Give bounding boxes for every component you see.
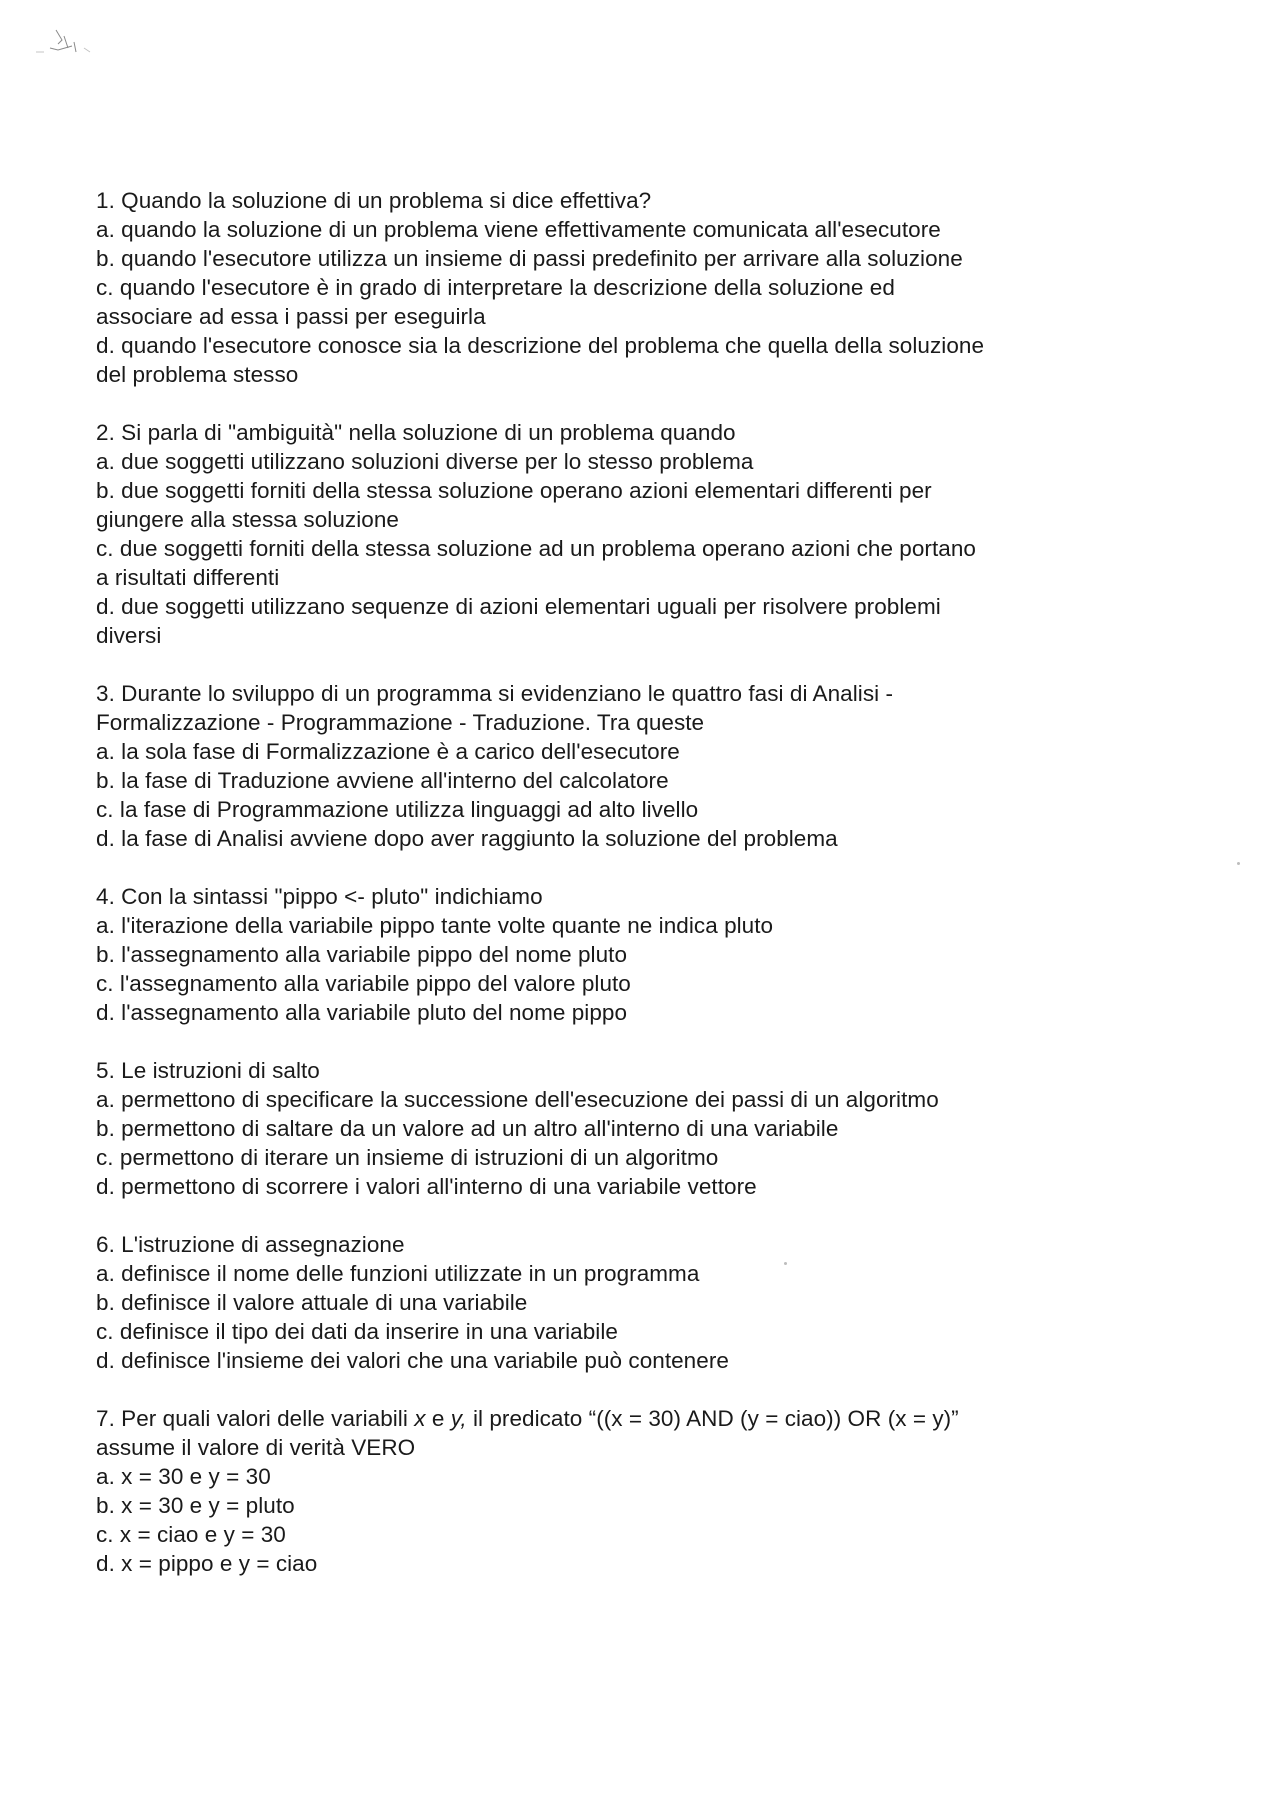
question-6-option-b: b. definisce il valore attuale di una variabile [96, 1290, 528, 1315]
question-2-option-d-line-1: d. due soggetti utilizzano sequenze di azioni elementari uguali per risolvere problemi [96, 594, 941, 619]
question-2-option-c-line-2: a risultati differenti [96, 565, 280, 590]
question-3-stem-line-2: Formalizzazione - Programmazione - Traduzione. Tra queste [96, 710, 705, 735]
question-2-option-a: a. due soggetti utilizzano soluzioni diverse per lo stesso problema [96, 449, 754, 474]
question-1-option-a: a. quando la soluzione di un problema viene effettivamente comunicata all'esecutore [96, 217, 941, 242]
question-2-stem: 2. Si parla di "ambiguità" nella soluzione di un problema quando [96, 420, 736, 445]
question-1-option-d-line-1: d. quando l'esecutore conosce sia la descrizione del problema che quella della soluzione [96, 333, 985, 358]
question-3-option-d: d. la fase di Analisi avviene dopo aver raggiunto la soluzione del problema [96, 826, 838, 851]
scan-speck [1237, 862, 1240, 865]
question-6-stem: 6. L'istruzione di assegnazione [96, 1232, 405, 1257]
question-6-option-c: c. definisce il tipo dei dati da inserire in una variabile [96, 1319, 618, 1344]
question-7-option-b: b. x = 30 e y = pluto [96, 1493, 295, 1518]
question-5-option-d: d. permettono di scorrere i valori all'interno di una variabile vettore [96, 1174, 757, 1199]
question-4 [96, 882, 1216, 1027]
question-1-stem: 1. Quando la soluzione di un problema si dice effettiva? [96, 188, 652, 213]
question-3-option-c: c. la fase di Programmazione utilizza linguaggi ad alto livello [96, 797, 699, 822]
question-5 [96, 1056, 1216, 1201]
question-1 [96, 186, 1216, 389]
question-2-option-d-line-2: diversi [96, 623, 162, 648]
question-2-option-c-line-1: c. due soggetti forniti della stessa soluzione ad un problema operano azioni che portano [96, 536, 976, 561]
question-4-option-d: d. l'assegnamento alla variabile pluto del nome pippo [96, 1000, 628, 1025]
question-7-stem-line-2: assume il valore di verità VERO [96, 1435, 416, 1460]
question-3 [96, 679, 1216, 853]
variable-x: x [414, 1406, 426, 1431]
question-6-option-a: a. definisce il nome delle funzioni utilizzate in un programma [96, 1261, 700, 1286]
question-1-option-c-line-2: associare ad essa i passi per eseguirla [96, 304, 486, 329]
question-5-stem: 5. Le istruzioni di salto [96, 1058, 320, 1083]
question-3-option-b: b. la fase di Traduzione avviene all'interno del calcolatore [96, 768, 669, 793]
question-5-option-b: b. permettono di saltare da un valore ad un altro all'interno di una variabile [96, 1116, 839, 1141]
question-7-option-c: c. x = ciao e y = 30 [96, 1522, 286, 1547]
question-6 [96, 1230, 1216, 1375]
question-4-option-b: b. l'assegnamento alla variabile pippo del nome pluto [96, 942, 628, 967]
question-4-option-a: a. l'iterazione della variabile pippo tante volte quante ne indica pluto [96, 913, 774, 938]
question-3-stem-line-1: 3. Durante lo sviluppo di un programma si evidenziano le quattro fasi di Analisi - [96, 681, 894, 706]
question-1-option-b: b. quando l'esecutore utilizza un insieme di passi predefinito per arrivare alla soluzione [96, 246, 963, 271]
question-7-option-d: d. x = pippo e y = ciao [96, 1551, 318, 1576]
variable-y: y, [450, 1406, 467, 1431]
question-5-option-a: a. permettono di specificare la successione dell'esecuzione dei passi di un algoritmo [96, 1087, 939, 1112]
question-5-option-c: c. permettono di iterare un insieme di istruzioni di un algoritmo [96, 1145, 719, 1170]
question-2 [96, 418, 1216, 650]
question-7-stem-line-1: 7. Per quali valori delle variabili x e y, il predicato “((x = 30) AND (y = ciao)) OR (x = y)” [96, 1406, 959, 1431]
question-7-option-a: a. x = 30 e y = 30 [96, 1464, 271, 1489]
question-4-option-c: c. l'assegnamento alla variabile pippo del valore pluto [96, 971, 631, 996]
question-1-option-c-line-1: c. quando l'esecutore è in grado di interpretare la descrizione della soluzione ed [96, 275, 895, 300]
question-2-option-b-line-1: b. due soggetti forniti della stessa soluzione operano azioni elementari differenti per [96, 478, 932, 503]
question-2-option-b-line-2: giungere alla stessa soluzione [96, 507, 399, 532]
question-3-option-a: a. la sola fase di Formalizzazione è a carico dell'esecutore [96, 739, 680, 764]
question-4-stem: 4. Con la sintassi "pippo <- pluto" indichiamo [96, 884, 543, 909]
question-1-option-d-line-2: del problema stesso [96, 362, 299, 387]
quiz-content [96, 186, 1216, 1578]
question-7 [96, 1404, 1216, 1578]
question-6-option-d: d. definisce l'insieme dei valori che una variabile può contenere [96, 1348, 729, 1373]
scan-artifact-mark [28, 22, 118, 72]
